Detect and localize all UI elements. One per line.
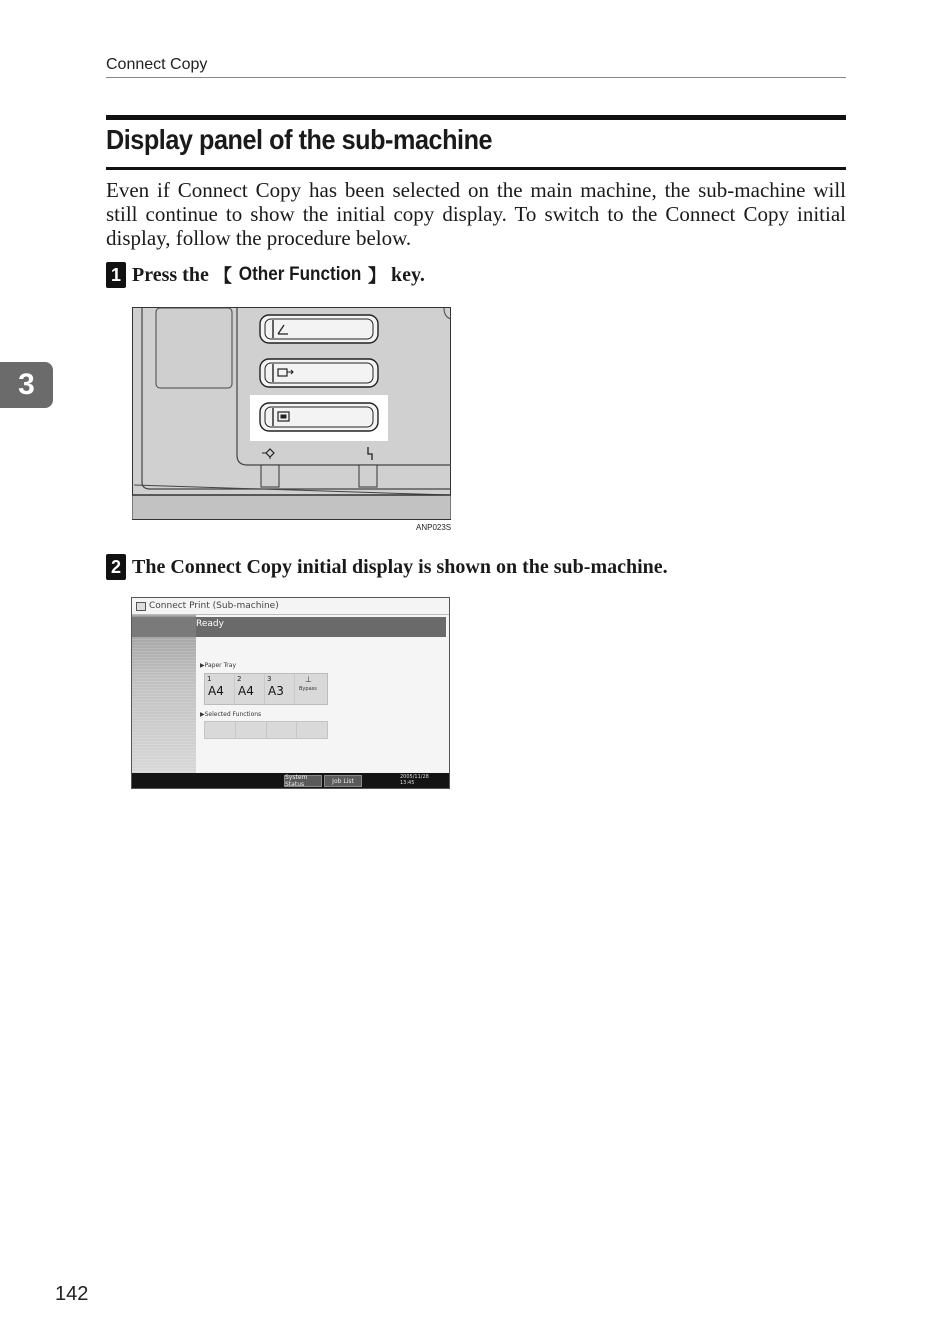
- tray-2[interactable]: [235, 674, 265, 704]
- step-2-marker: 2: [106, 554, 126, 580]
- page-number: 142: [55, 1283, 89, 1305]
- screen-main-panel: [196, 615, 450, 773]
- tray-3[interactable]: [265, 674, 295, 704]
- paper-tray-group: [204, 673, 328, 705]
- step-2: [106, 554, 668, 580]
- tray-3-number: 3: [267, 675, 272, 683]
- selected-functions-area: [204, 721, 328, 739]
- figure-1-caption: ANP023S: [416, 523, 452, 532]
- title-rule-top: [106, 115, 846, 120]
- bypass-tray[interactable]: [295, 674, 327, 704]
- key-2: [260, 359, 378, 387]
- tray-1-size: A4: [208, 684, 224, 698]
- step-1-suffix: key.: [386, 263, 425, 286]
- system-status-button[interactable]: System Status: [284, 775, 322, 787]
- screen-titlebar: [132, 598, 449, 615]
- connect-print-icon: [136, 602, 146, 611]
- date-text: 2005/11/28: [400, 774, 429, 780]
- job-list-button[interactable]: Job List: [324, 775, 362, 787]
- paper-tray-label: ▶Paper Tray: [200, 662, 236, 669]
- bypass-label: Bypass: [299, 686, 317, 692]
- control-panel-illustration: [132, 307, 451, 520]
- other-function-key: [260, 403, 378, 431]
- tray-3-size: A3: [268, 684, 284, 698]
- datetime-readout: [400, 774, 429, 786]
- key-1: [260, 315, 378, 343]
- title-rule-bottom: [106, 167, 846, 170]
- tray-1[interactable]: [205, 674, 235, 704]
- step-2-text: The Connect Copy initial display is shown on the sub-machine.: [132, 555, 668, 578]
- intro-paragraph: Even if Connect Copy has been selected on the main machine, the sub-machine will still continue to show the initial copy display. To switch to the Connect Copy initial display, follow the procedure below.: [106, 178, 846, 250]
- window-title: Connect Print (Sub-machine): [149, 601, 279, 611]
- selected-functions-label: ▶Selected Functions: [200, 711, 262, 718]
- key-open-bracket: 【: [213, 266, 232, 287]
- bypass-icon: ⊥: [305, 675, 312, 684]
- tray-2-number: 2: [237, 675, 242, 683]
- header-rule: [106, 77, 846, 78]
- key-close-bracket: 】: [368, 266, 386, 287]
- other-function-key-name: Other Function: [238, 264, 362, 285]
- running-header: Connect Copy: [106, 56, 208, 73]
- section-title: Display panel of the sub-machine: [106, 124, 493, 155]
- status-text: Ready: [196, 619, 224, 629]
- screen-bottom-bar: [132, 773, 449, 789]
- tray-1-number: 1: [207, 675, 212, 683]
- step-1: [106, 262, 425, 288]
- screen-left-panel: [132, 615, 196, 773]
- step-1-marker: 1: [106, 262, 126, 288]
- time-text: 13:45: [400, 780, 415, 786]
- step-1-prefix: Press the: [132, 263, 214, 286]
- status-bar: [196, 617, 446, 637]
- sub-machine-display: [131, 597, 450, 789]
- tray-2-size: A4: [238, 684, 254, 698]
- chapter-tab: 3: [0, 362, 53, 408]
